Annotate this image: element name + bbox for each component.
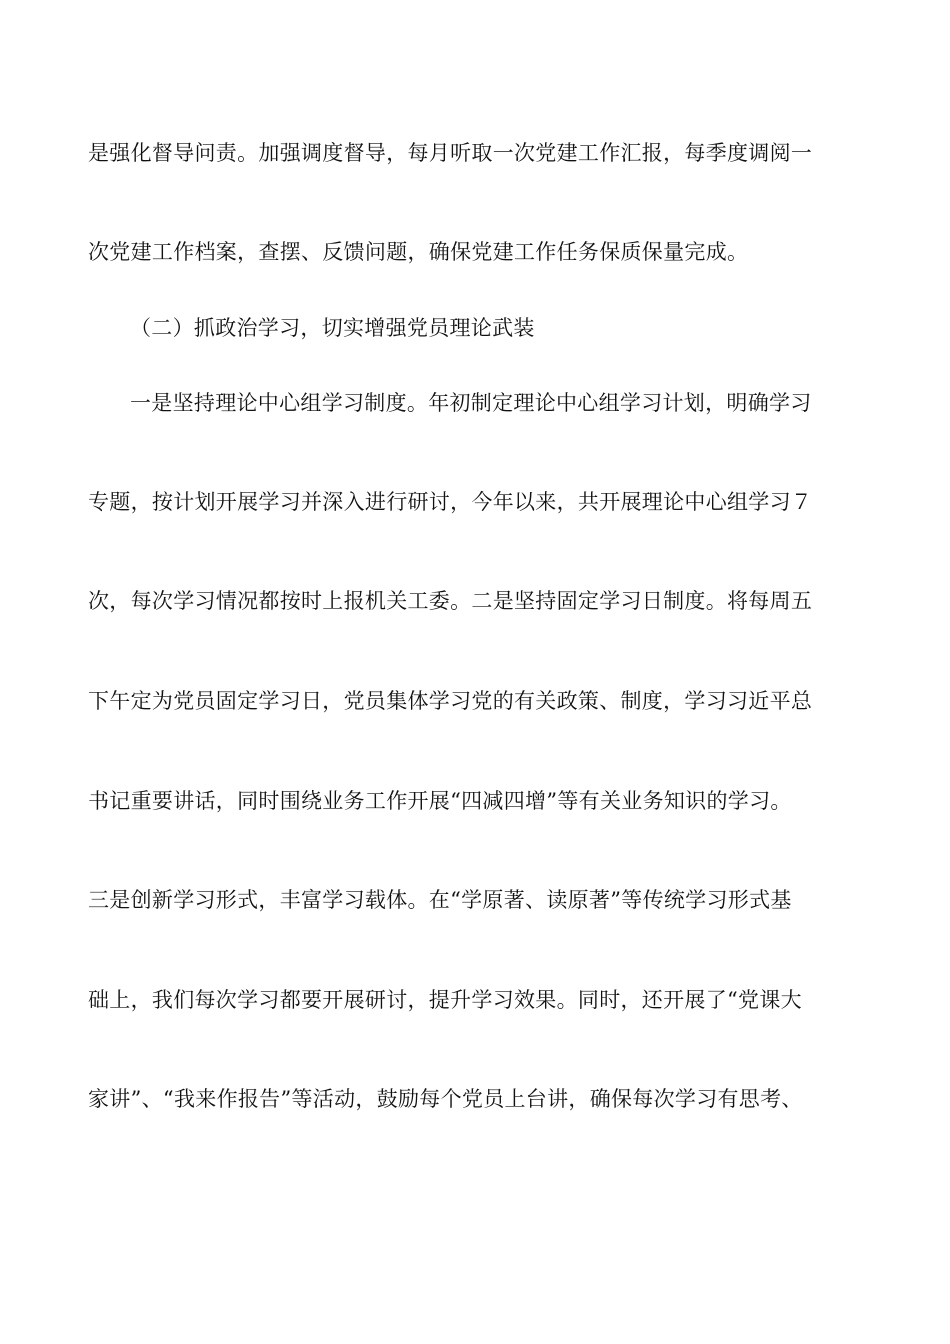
text-line: 次，每次学习情况都按时上报机关工委。二是坚持固定学习日制度。将每周五 [88,589,813,613]
text-line: 是强化督导问责。加强调度督导，每月听取一次党建工作汇报，每季度调阅一 [88,141,813,165]
text-line: 次党建工作档案，查摆、反馈问题，确保党建工作任务保质保量完成。 [88,240,749,264]
text-line: 三是创新学习形式，丰富学习载体。在“学原著、读原著”等传统学习形式基 [88,888,792,912]
text-line: 书记重要讲话，同时围绕业务工作开展“四减四增”等有关业务知识的学习。 [88,789,792,813]
text-line: 家讲”、“我来作报告”等活动，鼓励每个党员上台讲，确保每次学习有思考、 [88,1087,803,1111]
text-line: 专题，按计划开展学习并深入进行研讨，今年以来，共开展理论中心组学习７ [88,490,813,514]
text-line: 下午定为党员固定学习日，党员集体学习党的有关政策、制度，学习习近平总 [88,689,813,713]
section-heading: （二）抓政治学习，切实增强党员理论武装 [130,316,535,340]
text-line: 一是坚持理论中心组学习制度。年初制定理论中心组学习计划，明确学习 [130,391,812,415]
text-line: 础上，我们每次学习都要开展研讨，提升学习效果。同时，还开展了“党课大 [88,988,802,1012]
